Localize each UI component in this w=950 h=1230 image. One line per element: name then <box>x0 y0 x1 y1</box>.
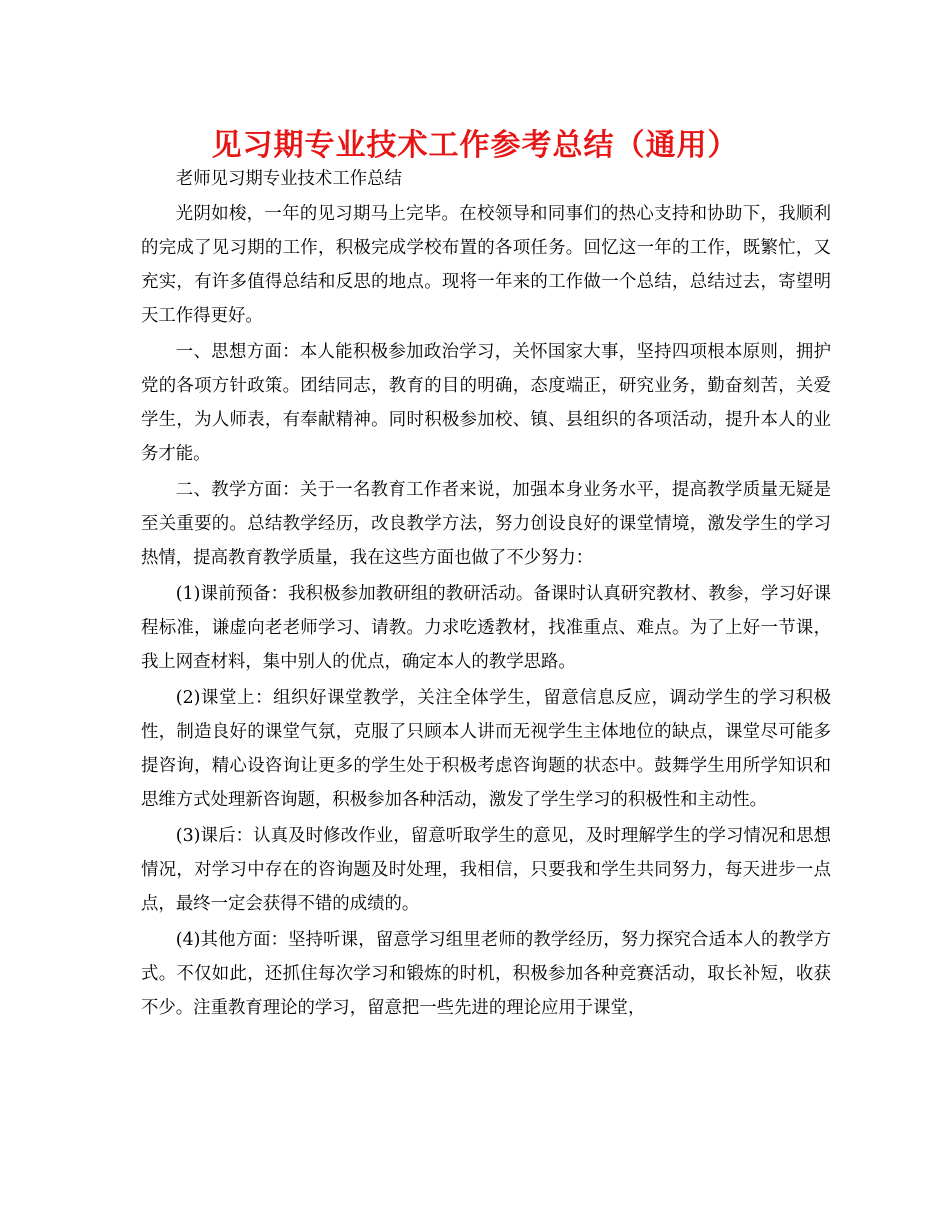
document-subtitle: 老师见习期专业技术工作总结 <box>175 169 402 189</box>
document-title: 见习期专业技术工作参考总结（通用） <box>211 128 739 163</box>
paragraph-teaching: 二、教学方面：关于一名教育工作者来说，加强本身业务水平，提高教学质量无疑是至关重要的。总结教学经历，改良教学方法，努力创设良好的课堂情境，激发学生的学习热情，提高教育教学质量，我在这些方面也做了不少努力： <box>141 480 831 568</box>
document-body <box>141 162 831 1027</box>
paragraph-intro: 光阴如梭，一年的见习期马上完毕。在校领导和同事们的热心支持和协助下，我顺利的完成了见习期的工作，积极完成学校布置的各项任务。回忆这一年的工作，既繁忙，又充实，有许多值得总结和反思的地点。现将一年来的工作做一个总结，总结过去，寄望明天工作得更好。 <box>141 204 831 326</box>
paragraph-after-class: (3)课后：认真及时修改作业，留意听取学生的意见，及时理解学生的学习情况和思想情况，对学习中存在的咨询题及时处理，我相信，只要我和学生共同努力，每天进步一点点，最终一定会获得不错的成绩的。 <box>141 826 831 914</box>
paragraph-pre-class: (1)课前预备：我积极参加教研组的教研活动。备课时认真研究教材、教参，学习好课程标准，谦虚向老老师学习、请教。力求吃透教材，找准重点、难点。为了上好一节课，我上网查材料，集中别人的优点，确定本人的教学思路。 <box>141 584 831 672</box>
paragraph-other: (4)其他方面：坚持听课，留意学习组里老师的教学经历，努力探究合适本人的教学方式。不仅如此，还抓住每次学习和锻炼的时机，积极参加各种竞赛活动，取长补短，收获不少。注重教育理论的学习，留意把一些先进的理论应用于课堂， <box>141 930 831 1018</box>
paragraph-in-class: (2)课堂上：组织好课堂教学，关注全体学生，留意信息反应，调动学生的学习积极性，制造良好的课堂气氛，克服了只顾本人讲而无视学生主体地位的缺点，课堂尽可能多提咨询，精心设咨询让更多的学生处于积极考虑咨询题的状态中。鼓舞学生用所学知识和思维方式处理新咨询题，积极参加各种活动，激发了学生学习的积极性和主动性。 <box>141 688 831 810</box>
paragraph-ideology: 一、思想方面：本人能积极参加政治学习，关怀国家大事，坚持四项根本原则，拥护党的各项方针政策。团结同志，教育的目的明确，态度端正，研究业务，勤奋刻苦，关爱学生，为人师表，有奉献精神。同时积极参加校、镇、县组织的各项活动，提升本人的业务才能。 <box>141 342 831 464</box>
